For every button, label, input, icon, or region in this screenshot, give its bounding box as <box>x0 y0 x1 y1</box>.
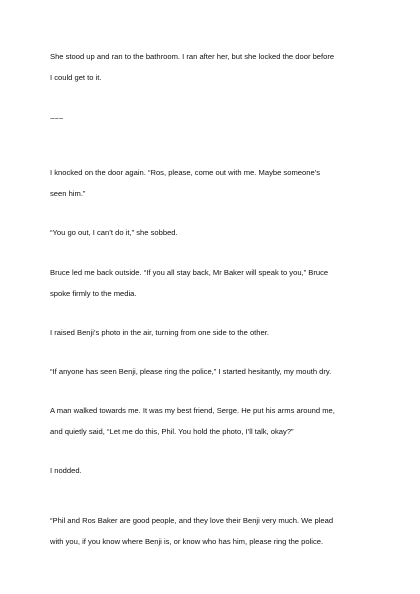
scene-break <box>50 108 380 129</box>
paragraph-line: A man walked towards me. It was my best friend, Serge. He put his arms around me, <box>50 406 335 415</box>
paragraph-line: “If anyone has seen Benji, please ring the police,” I started hesitantly, my mouth dry. <box>50 367 332 376</box>
paragraph-line: She stood up and ran to the bathroom. I ran after her, but she locked the door before <box>50 52 335 61</box>
paragraph-line: I raised Benji’s photo in the air, turning from one side to the other. <box>50 328 269 337</box>
paragraph-2 <box>50 162 380 204</box>
paragraph-line: I knocked on the door again. “Ros, please, come out with me. Maybe someone’s <box>50 168 321 177</box>
scene-break-marker: ~~~ <box>50 114 64 123</box>
paragraph-line: I could get to it. <box>50 73 102 82</box>
paragraph-line: seen him.” <box>50 189 86 198</box>
paragraph-7 <box>50 400 380 442</box>
paragraph-5 <box>50 322 380 343</box>
paragraph-6 <box>50 361 380 382</box>
paragraph-3 <box>50 222 380 243</box>
paragraph-line: and quietly said, “Let me do this, Phil. You hold the photo, I’ll talk, okay?” <box>50 427 294 436</box>
paragraph-line: spoke firmly to the media. <box>50 289 137 298</box>
paragraph-line: Bruce led me back outside. “If you all stay back, Mr Baker will speak to you,” Bruce <box>50 268 329 277</box>
paragraph-4 <box>50 262 380 304</box>
paragraph-line: “Phil and Ros Baker are good people, and they love their Benji very much. We plead <box>50 516 334 525</box>
paragraph-line: “You go out, I can’t do it,” she sobbed. <box>50 228 178 237</box>
paragraph-8 <box>50 460 380 481</box>
paragraph-9 <box>50 510 380 552</box>
paragraph-line: I nodded. <box>50 466 82 475</box>
paragraph-1 <box>50 46 380 88</box>
paragraph-line: with you, if you know where Benji is, or know who has him, please ring the police. <box>50 537 324 546</box>
